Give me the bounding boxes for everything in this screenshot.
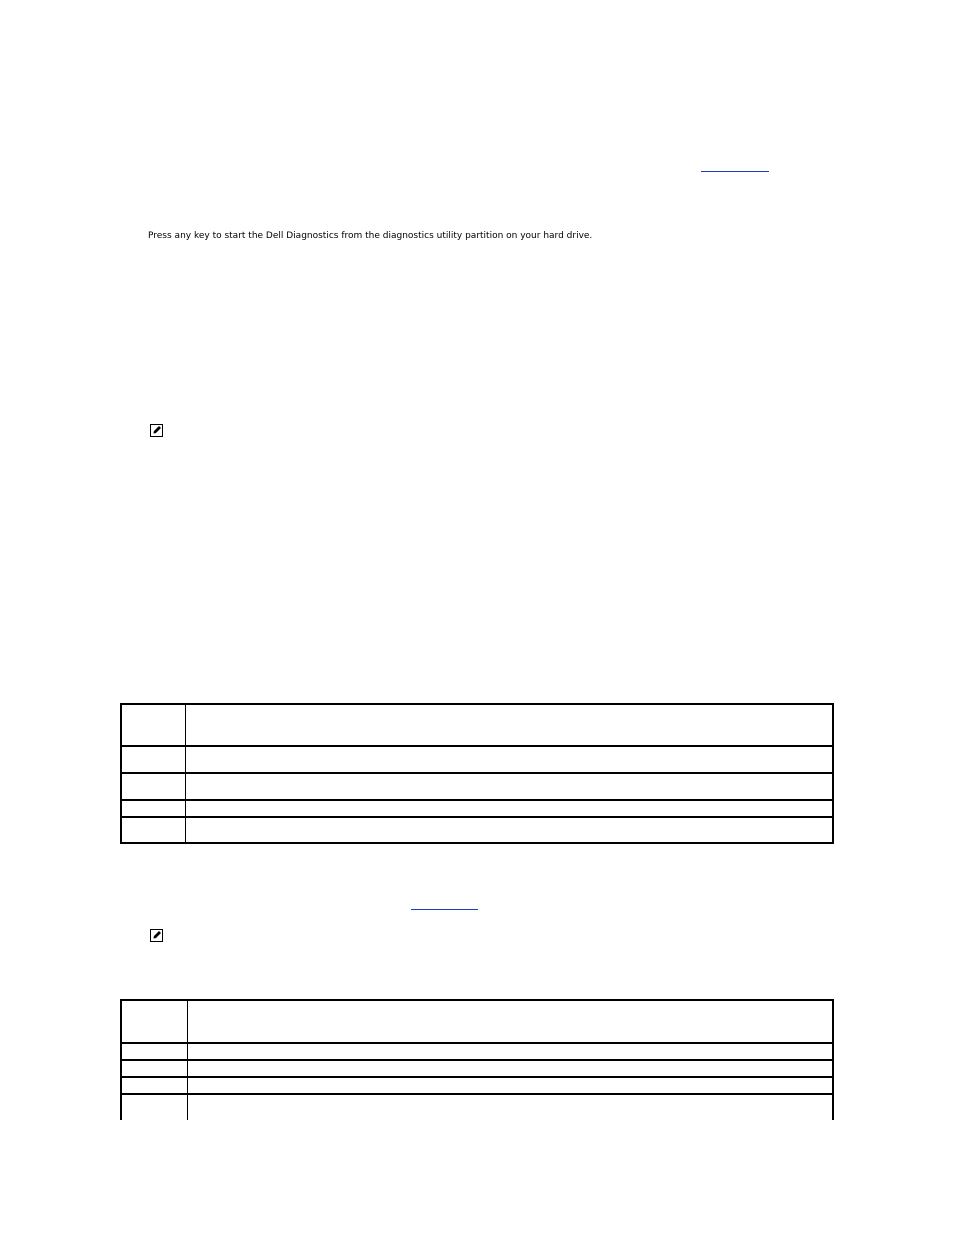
table-cell-option: [122, 1078, 188, 1093]
table-cell-function: [188, 1095, 832, 1120]
table-row: [122, 1042, 832, 1059]
table-row: [122, 745, 832, 772]
info-table-2: [120, 999, 834, 1120]
table-cell-option: [122, 774, 186, 799]
table-cell-function: [188, 1078, 832, 1093]
table-cell-function: [186, 801, 832, 816]
table-cell-option: [122, 1044, 188, 1059]
table-cell-function: [186, 705, 832, 745]
table-cell-function: [188, 1044, 832, 1059]
table-cell-option: [122, 1001, 188, 1042]
table-cell-option: [122, 705, 186, 745]
table-row: [122, 1001, 832, 1042]
note-pencil-icon: [150, 424, 163, 437]
table-cell-option: [122, 1095, 188, 1120]
diagnostics-prompt-text: Press any key to start the Dell Diagnostics from the diagnostics utility partition on your hard drive.: [148, 231, 593, 241]
table-cell-function: [186, 818, 832, 842]
table-row: [122, 1059, 832, 1076]
table-row: [122, 816, 832, 842]
table-cell-function: [186, 747, 832, 772]
table-cell-option: [122, 818, 186, 842]
section-link-1[interactable]: [701, 171, 769, 172]
table-cell-option: [122, 1061, 188, 1076]
table-cell-function: [186, 774, 832, 799]
note-pencil-icon: [150, 929, 163, 942]
table-cell-option: [122, 801, 186, 816]
table-cell-option: [122, 747, 186, 772]
table-cell-function: [188, 1061, 832, 1076]
table-row: [122, 799, 832, 816]
info-table-1: [120, 703, 834, 844]
table-cell-function: [188, 1001, 832, 1042]
section-link-2[interactable]: [411, 909, 478, 910]
table-row: [122, 772, 832, 799]
table-row: [122, 705, 832, 745]
table-row: [122, 1076, 832, 1093]
table-row: [122, 1093, 832, 1120]
